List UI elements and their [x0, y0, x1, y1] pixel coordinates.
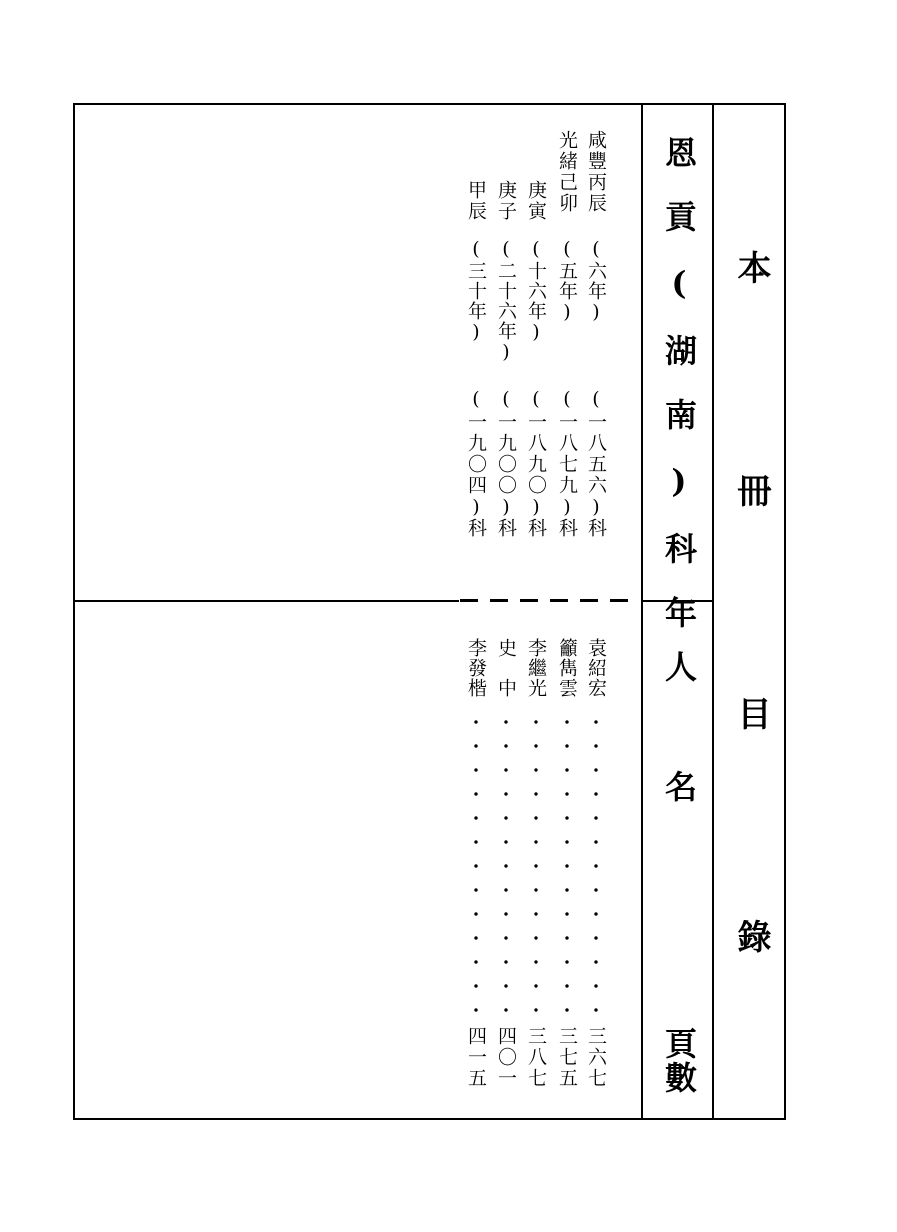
entry-page: 三七五	[556, 1026, 578, 1089]
frame-border-top	[73, 103, 786, 105]
entry-name: 籲雋雲	[556, 638, 578, 698]
entry-ce: (一八九〇)	[525, 388, 547, 520]
entry-page: 四一五	[465, 1026, 487, 1089]
entry-era: 咸豐丙辰	[585, 130, 607, 214]
entry-years: (五年)	[556, 238, 578, 324]
dot-leader	[594, 710, 598, 1020]
entry-era: 庚寅	[525, 180, 547, 222]
entry-page: 四〇一	[495, 1026, 517, 1089]
entry-name: 李發楷	[465, 638, 487, 698]
dot-leader	[534, 710, 538, 1020]
name-heading: 人名	[660, 650, 698, 890]
divider-header-column	[641, 103, 643, 1120]
entry-era: 庚子	[495, 180, 517, 222]
entry-name: 袁紹宏	[585, 638, 607, 698]
subject-heading: 恩貢(湖南)科年	[660, 136, 698, 660]
frame-border-bottom	[73, 1118, 786, 1120]
entry-suffix: 科	[495, 518, 517, 539]
entry-ce: (一九〇〇)	[495, 388, 517, 520]
dot-leader	[474, 710, 478, 1020]
entry-years: (三十年)	[465, 238, 487, 344]
catalog-title: 本冊目錄	[731, 250, 771, 1142]
frame-border-left	[73, 103, 75, 1120]
entry-years: (十六年)	[525, 238, 547, 344]
entry-suffix: 科	[525, 518, 547, 539]
page-heading: 頁數	[660, 1027, 698, 1095]
dot-leader	[565, 710, 569, 1020]
divider-left-section	[73, 600, 459, 602]
entry-name: 李繼光	[525, 638, 547, 698]
entry-page: 三八七	[525, 1026, 547, 1089]
entry-years: (二十六年)	[495, 238, 517, 364]
entry-ce: (一八五六)	[585, 388, 607, 520]
entry-era: 甲辰	[465, 180, 487, 222]
entry-suffix: 科	[556, 518, 578, 539]
frame-border-right	[784, 103, 786, 1120]
entry-ce: (一八七九)	[556, 388, 578, 520]
entry-suffix: 科	[465, 518, 487, 539]
entry-name: 史 中	[495, 638, 517, 698]
dot-leader	[504, 710, 508, 1020]
entry-years: (六年)	[585, 238, 607, 324]
entry-suffix: 科	[585, 518, 607, 539]
divider-title-column	[712, 103, 714, 1120]
entry-page: 三六七	[585, 1026, 607, 1089]
dashed-separator	[460, 599, 640, 602]
entry-ce: (一九〇四)	[465, 388, 487, 520]
entry-era: 光緒己卯	[556, 130, 578, 214]
